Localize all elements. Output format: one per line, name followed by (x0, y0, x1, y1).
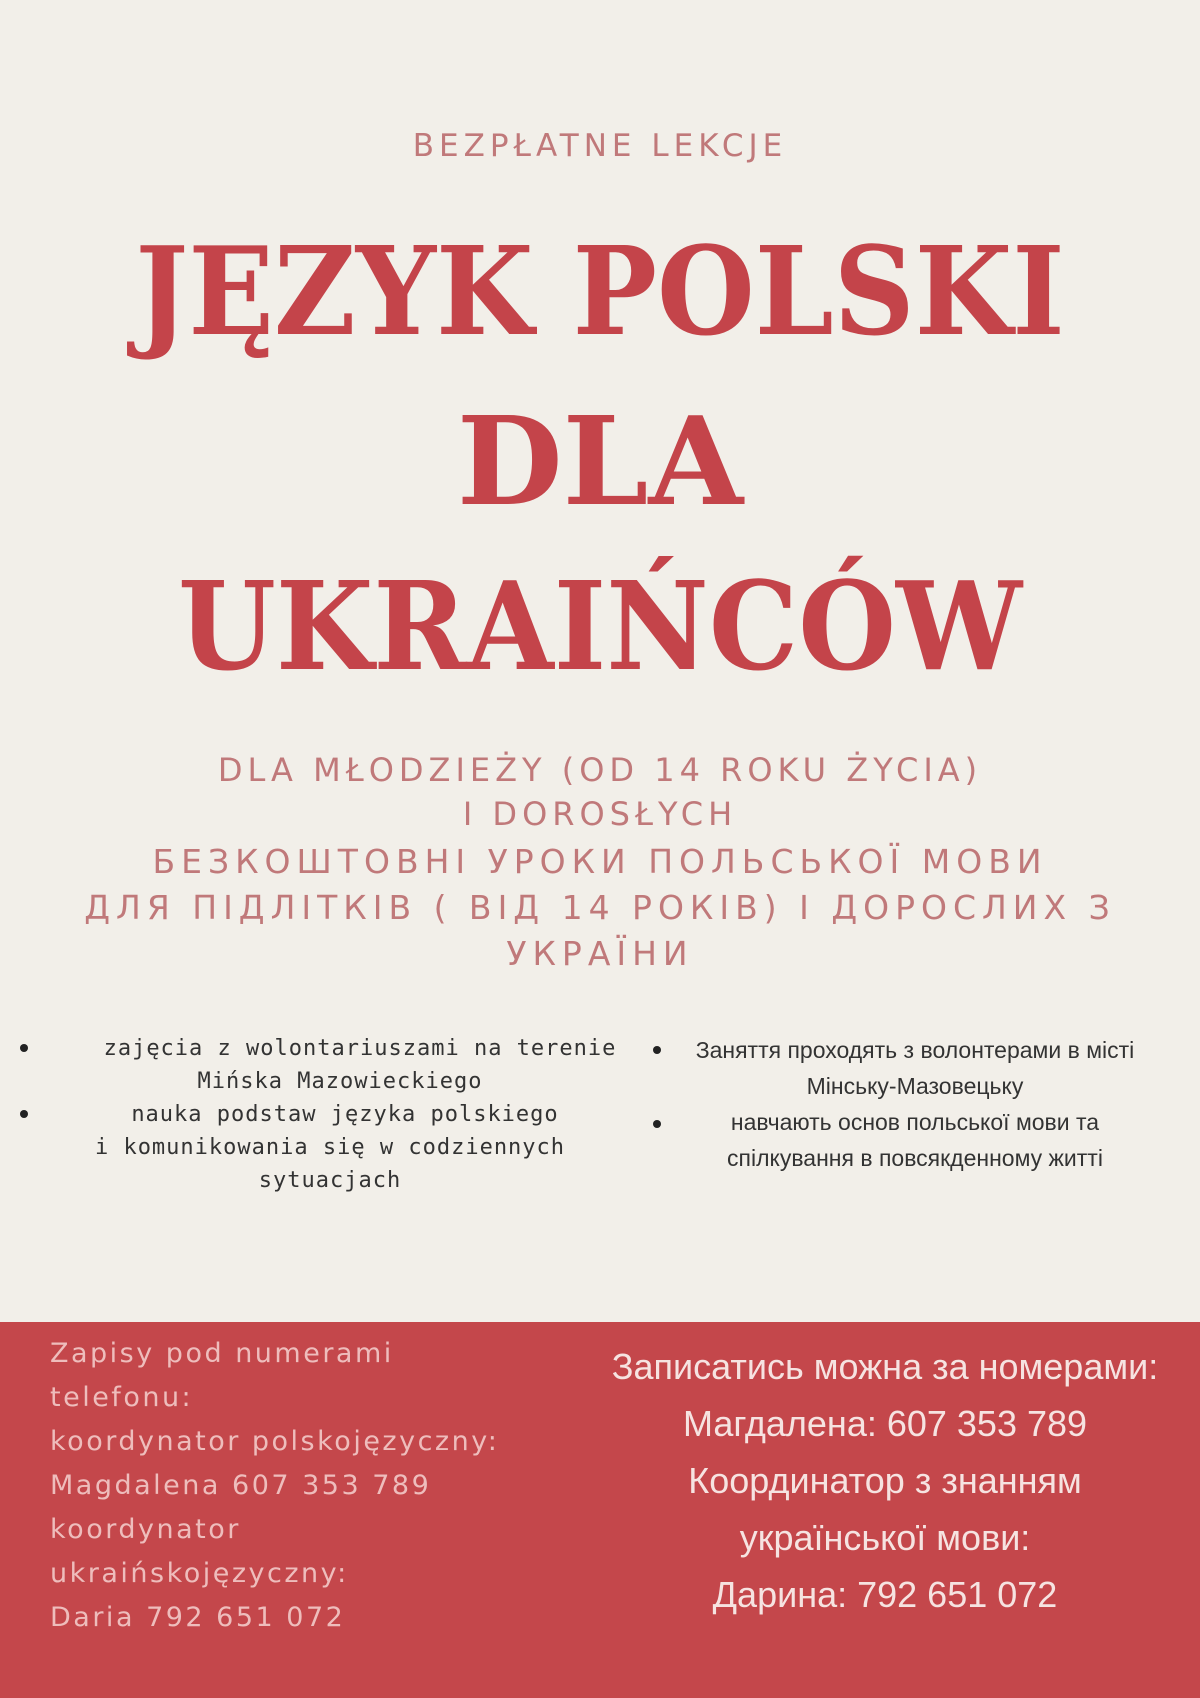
bullet-pl-2 (40, 1098, 620, 1197)
subtitle-line-2: I DOROSŁYCH (462, 795, 738, 833)
bullet-dot-icon (20, 1044, 28, 1052)
footer-pl-phone-daria[interactable]: Daria 792 651 072 (50, 1602, 346, 1633)
footer-pl-line-3: koordynator polskojęzyczny: (50, 1426, 500, 1457)
footer-pl-line-5: koordynator (50, 1514, 241, 1545)
bullet-pl-2-line-1: nauka podstaw języka polskiego (131, 1102, 559, 1127)
bullet-pl-2-line-3: sytuacjach (258, 1168, 402, 1193)
contact-footer (0, 1322, 1200, 1698)
footer-pl-line-6: ukraińskojęzyczny: (50, 1558, 349, 1589)
bullet-ua-1 (670, 1032, 1160, 1104)
title-line-1: JĘZYK POLSKI (135, 219, 1065, 363)
eyebrow-text: BEZPŁATNE LEKCJE (412, 128, 788, 164)
title-line-2: DLA (456, 389, 744, 533)
subtitle-line-3: БЕЗКОШТОВНІ УРОКИ ПОЛЬСЬКОЇ МОВИ (152, 842, 1048, 881)
subtitle-line-5: УКРАЇНИ (506, 934, 694, 973)
bullet-pl-1-line-1: zajęcia z wolontariuszami na terenie (103, 1036, 617, 1061)
bullet-dot-icon (653, 1046, 661, 1054)
bullet-dot-icon (653, 1120, 661, 1128)
bullet-ua-1-line-2: Мінську-Мазовецьку (806, 1073, 1024, 1099)
bullet-pl-2-line-2: i komunikowania się w codziennych (94, 1135, 566, 1160)
bullet-pl-1-line-2: Mińska Mazowieckiego (197, 1069, 483, 1094)
footer-ua-line-1: Записатись можна за номерами: (611, 1346, 1159, 1387)
footer-ua-phone-daryna[interactable]: Дарина: 792 651 072 (712, 1574, 1058, 1615)
footer-pl-line-1: Zapisy pod numerami (50, 1338, 394, 1369)
bullet-ua-2-line-2: спілкування в повсякденному житті (727, 1145, 1103, 1171)
bullet-ua-2 (670, 1104, 1160, 1176)
footer-ua-line-3: Координатор з знанням (688, 1460, 1082, 1501)
subtitle-line-1: DLA MŁODZIEŻY (OD 14 ROKU ŻYCIA) (217, 751, 983, 789)
title-line-3: UKRAIŃCÓW (177, 554, 1023, 698)
bullet-ua-2-line-1: навчають основ польської мови та (730, 1109, 1100, 1135)
subtitle-line-4: ДЛЯ ПІДЛІТКІВ ( ВІД 14 РОКІВ) І ДОРОСЛИХ З (84, 888, 1116, 927)
bullet-pl-1 (40, 1032, 640, 1098)
footer-ua-phone-magdalena[interactable]: Магдалена: 607 353 789 (682, 1403, 1088, 1444)
bullet-dot-icon (20, 1110, 28, 1118)
footer-ua-line-4: української мови: (739, 1517, 1031, 1558)
footer-pl-line-2: telefonu: (50, 1382, 194, 1413)
bullet-ua-1-line-1: Заняття проходять з волонтерами в місті (695, 1037, 1135, 1063)
footer-pl-phone-magdalena[interactable]: Magdalena 607 353 789 (50, 1470, 432, 1501)
